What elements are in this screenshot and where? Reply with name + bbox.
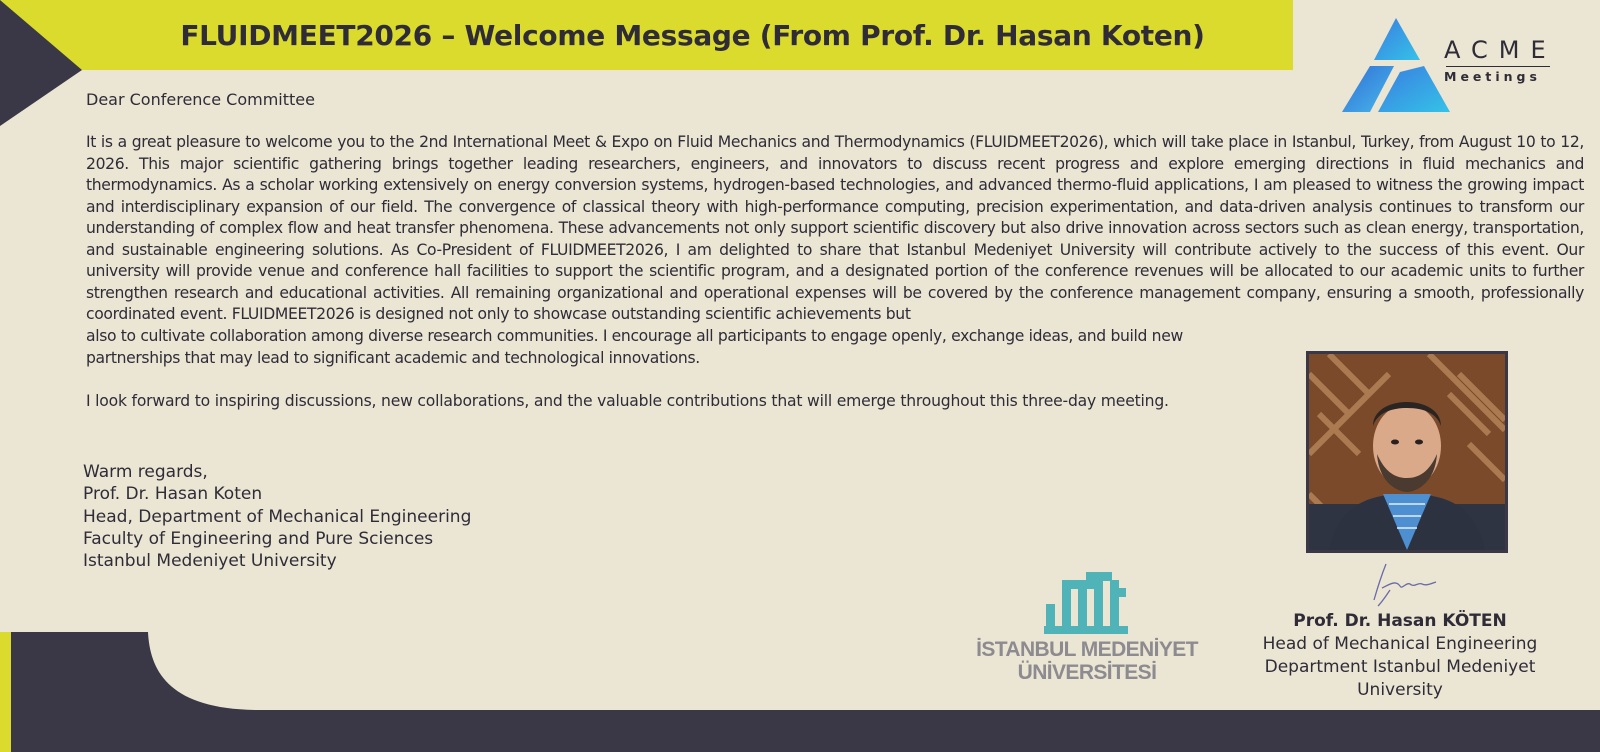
letter-main-paragraph xyxy=(86,132,1584,326)
logo-subtitle-text: Meetings xyxy=(1444,69,1541,84)
signature-image xyxy=(1360,560,1440,608)
letter-greeting: Dear Conference Committee xyxy=(86,90,315,109)
letter-paragraph-tail-block xyxy=(86,326,1344,369)
acme-meetings-logo xyxy=(1340,16,1565,116)
logo-brand-text: ACME xyxy=(1444,36,1557,64)
speaker-role-line: Department Istanbul Medeniyet xyxy=(1264,657,1536,677)
letter-signoff xyxy=(83,461,471,572)
university-building-icon xyxy=(1044,570,1128,636)
signoff-line: Head, Department of Mechanical Engineering xyxy=(83,506,472,527)
letter-closing-paragraph: I look forward to inspiring discussions, new collaborations, and the valuable contributions that will emerge throughout this three-day meeting. xyxy=(86,392,1169,410)
page-title: FLUIDMEET2026 – Welcome Message (From Prof. Dr. Hasan Koten) xyxy=(180,18,1205,52)
signoff-line: Prof. Dr. Hasan Koten xyxy=(83,484,263,505)
signoff-line: Faculty of Engineering and Pure Sciences xyxy=(83,528,434,549)
signoff-line: Istanbul Medeniyet University xyxy=(83,551,337,572)
letter-paragraph-main: It is a great pleasure to welcome you to the 2nd International Meet & Expo on Fluid Mechanics and Thermodynamics (FLUIDMEET2026), which will take place in Istanbul, Turkey, from August 10 to 12, 2026. This major scientific gathering brings together leading researchers, engineers, and innovators to discuss recent progress and explore emerging directions in fluid mechanics and thermodynamics. As a scholar working extensively on energy conversion systems, hydrogen-based technologies, and advanced thermo-fluid applications, I am pleased to witness the growing impact and interdisciplinary expansion of our field. The convergence of classical theory with high-performance computing, precision experimentation, and data-driven analysis continues to transform our understanding of complex flow and heat transfer phenomena. These advancements not only support scientific discovery but also drive innovation across sectors such as clean energy, transportation, and sustainable engineering solutions. As Co-President of FLUIDMEET2026, I am delighted to share that Istanbul Medeniyet University will contribute actively to the success of this event. Our university will provide venue and conference hall facilities to support the scientific program, and a designated portion of the conference revenues will be allocated to our academic units to further strengthen research and educational activities. All remaining organizational and operational expenses will be covered by the conference management company, ensuring a smooth, professionally coordinated event. FLUIDMEET2026 is designed not only to showcase outstanding scientific achievements but xyxy=(86,133,1584,323)
university-logo-line: ÜNİVERSİTESİ xyxy=(1017,661,1157,684)
signoff-line: Warm regards, xyxy=(83,462,208,482)
logo-divider xyxy=(1446,66,1550,67)
speaker-role-line: Head of Mechanical Engineering xyxy=(1262,634,1538,654)
footer-decoration xyxy=(0,632,1600,752)
speaker-portrait xyxy=(1306,351,1508,553)
university-logo-line: İSTANBUL MEDENİYET xyxy=(976,638,1198,661)
speaker-name: Prof. Dr. Hasan KÖTEN xyxy=(1293,611,1507,631)
letter-paragraph-tail: also to cultivate collaboration among diverse research communities. I encourage all participants to engage openly, exchange ideas, and build new xyxy=(86,327,1183,345)
speaker-role-line: University xyxy=(1357,680,1443,700)
letter-paragraph-last: partnerships that may lead to significant academic and technological innovations. xyxy=(86,348,700,367)
triangle-logo-icon xyxy=(1340,16,1452,116)
